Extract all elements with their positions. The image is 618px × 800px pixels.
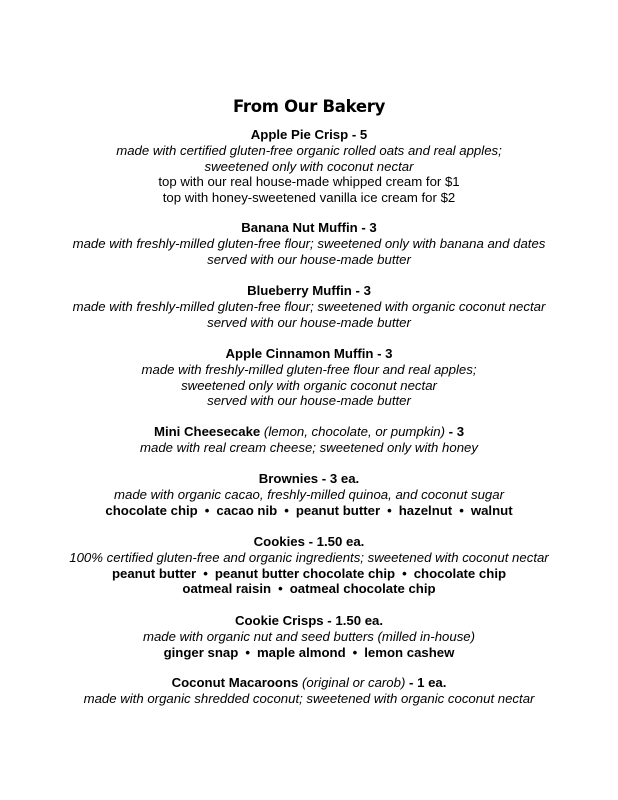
variant: peanut butter bbox=[295, 502, 381, 518]
variant: hazelnut bbox=[398, 502, 453, 518]
item-name: Cookie Crisps - 1.50 ea. bbox=[234, 613, 384, 628]
item-variants bbox=[0, 645, 618, 661]
variant: oatmeal raisin bbox=[182, 581, 272, 597]
item-description: made with freshly-milled gluten-free flour; sweetened only with banana and dates bbox=[72, 235, 546, 251]
bullet-separator: • bbox=[387, 502, 392, 518]
item-name-note: (original or carob) bbox=[302, 675, 406, 690]
variant: peanut butter chocolate chip bbox=[214, 565, 396, 581]
variant: peanut butter bbox=[111, 565, 197, 581]
item-name: Apple Cinnamon Muffin - 3 bbox=[225, 346, 393, 361]
bullet-separator: • bbox=[278, 581, 283, 597]
item-description: 100% certified gluten-free and organic ingredients; sweetened with coconut nectar bbox=[69, 549, 549, 565]
item-description: made with organic nut and seed butters (milled in-house) bbox=[142, 628, 476, 644]
item-name-note: (lemon, chocolate, or pumpkin) bbox=[263, 424, 445, 439]
menu-item-apple-cinnamon-muffin bbox=[0, 346, 618, 409]
item-name: Banana Nut Muffin - 3 bbox=[241, 220, 377, 235]
menu-item-brownies bbox=[0, 471, 618, 518]
item-description: sweetened only with coconut nectar bbox=[204, 158, 414, 174]
item-name-line bbox=[0, 675, 618, 691]
variant: ginger snap bbox=[163, 644, 239, 660]
item-description: served with our house-made butter bbox=[207, 393, 411, 409]
item-price: - 1 ea. bbox=[409, 675, 447, 690]
item-description: made with certified gluten-free organic rolled oats and real apples; bbox=[116, 142, 502, 158]
menu-item-blueberry-muffin bbox=[0, 283, 618, 330]
variant: maple almond bbox=[256, 644, 346, 660]
bullet-separator: • bbox=[402, 565, 407, 581]
item-description: made with organic cacao, freshly-milled quinoa, and coconut sugar bbox=[114, 486, 504, 502]
bullet-separator: • bbox=[245, 644, 250, 660]
item-description: sweetened only with organic coconut nectar bbox=[181, 377, 437, 393]
menu-item-cookie-crisps bbox=[0, 613, 618, 660]
menu-item-cookies bbox=[0, 534, 618, 597]
menu-item-apple-pie-crisp bbox=[0, 127, 618, 206]
variant: oatmeal chocolate chip bbox=[289, 581, 436, 597]
item-name: Blueberry Muffin - 3 bbox=[247, 283, 371, 298]
variant: chocolate chip bbox=[413, 565, 507, 581]
variant: lemon cashew bbox=[364, 644, 455, 660]
item-variants bbox=[0, 566, 618, 582]
item-extra: top with honey-sweetened vanilla ice cream for $2 bbox=[162, 190, 456, 206]
item-description: made with real cream cheese; sweetened only with honey bbox=[140, 439, 478, 455]
item-price: - 3 bbox=[448, 424, 465, 439]
item-description: made with organic shredded coconut; sweetened with organic coconut nectar bbox=[83, 690, 535, 706]
item-description: served with our house-made butter bbox=[207, 314, 411, 330]
menu-item-banana-nut-muffin bbox=[0, 220, 618, 267]
item-name-line bbox=[0, 424, 618, 440]
bullet-separator: • bbox=[204, 502, 210, 518]
item-description: made with freshly-milled gluten-free flour and real apples; bbox=[141, 361, 477, 377]
item-name: Brownies - 3 ea. bbox=[258, 471, 360, 486]
bullet-separator: • bbox=[203, 565, 208, 581]
variant: walnut bbox=[470, 502, 513, 518]
item-name: Apple Pie Crisp - 5 bbox=[250, 127, 368, 142]
item-name: Coconut Macaroons bbox=[171, 675, 299, 690]
item-variants bbox=[0, 581, 618, 597]
bullet-separator: • bbox=[352, 644, 358, 660]
variant: cacao nib bbox=[216, 502, 278, 518]
item-variants bbox=[0, 503, 618, 519]
page-title: From Our Bakery bbox=[232, 97, 386, 116]
bullet-separator: • bbox=[284, 502, 289, 518]
item-description: made with freshly-milled gluten-free flour; sweetened with organic coconut nectar bbox=[72, 298, 546, 314]
item-extra: top with our real house-made whipped cream for $1 bbox=[158, 174, 460, 190]
menu-item-coconut-macaroons bbox=[0, 675, 618, 707]
item-description: served with our house-made butter bbox=[207, 251, 411, 267]
item-name: Cookies - 1.50 ea. bbox=[253, 534, 365, 549]
variant: chocolate chip bbox=[105, 502, 198, 518]
menu-item-mini-cheesecake bbox=[0, 424, 618, 456]
item-name: Mini Cheesecake bbox=[153, 424, 261, 439]
bullet-separator: • bbox=[459, 502, 464, 518]
